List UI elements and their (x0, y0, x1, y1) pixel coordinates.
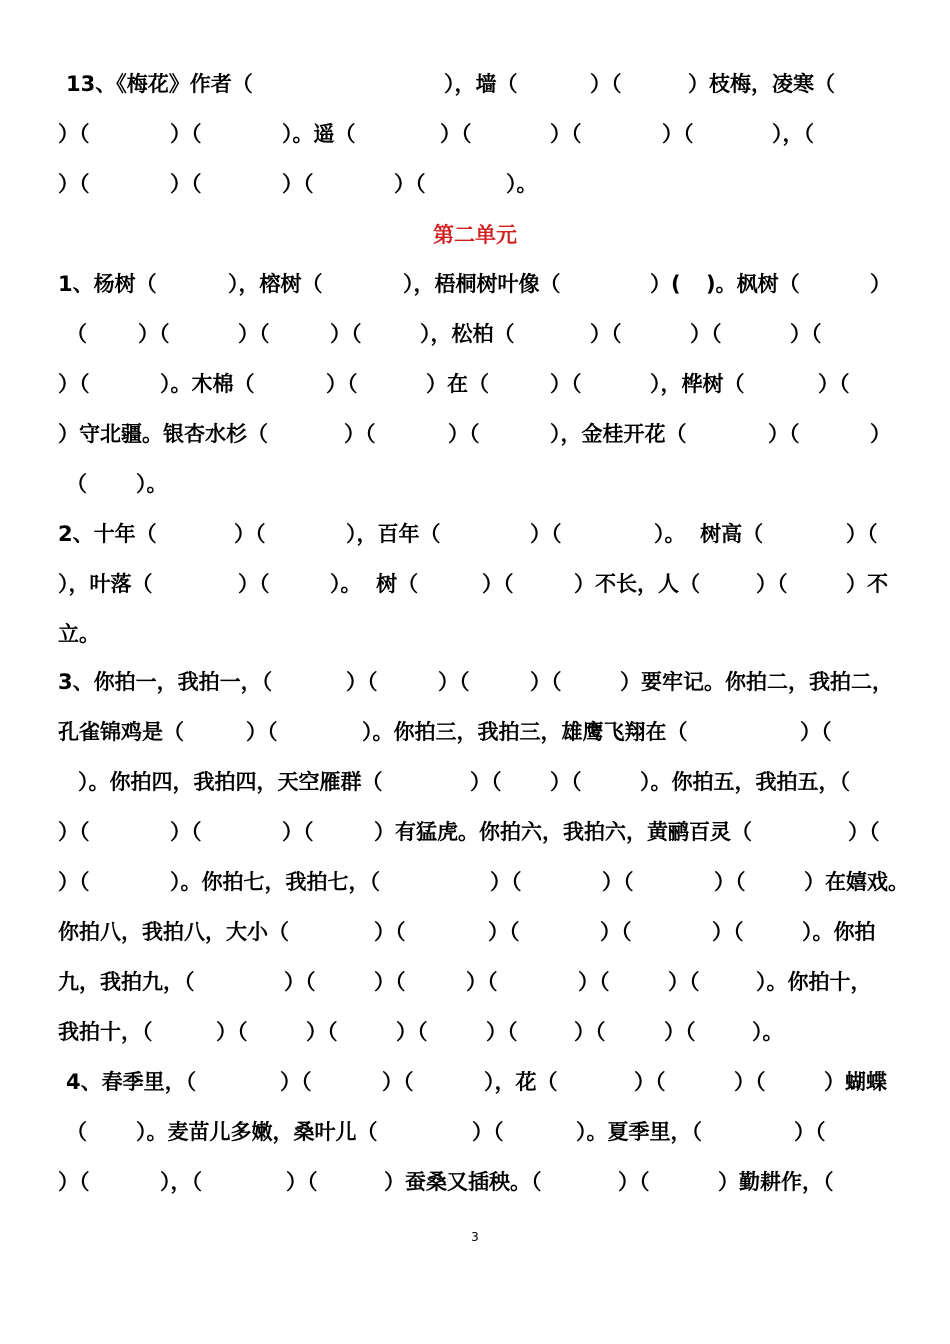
line-text-segment: ）不 (846, 572, 888, 596)
worksheet-line (0, 865, 950, 899)
line-text-segment: ）（ (326, 372, 358, 396)
line-text-segment: ）（ (470, 770, 502, 794)
line-text-segment: ）（ (440, 122, 472, 146)
line-text-segment: ）（ (550, 770, 582, 794)
line-text-segment: ）（ (662, 122, 694, 146)
line-text-segment: ）（ (282, 172, 314, 196)
line-text-segment: ）（ (284, 970, 316, 994)
line-text-segment: ）要牢记。你拍二，我拍二， (620, 670, 893, 694)
line-text-segment: ）有猛虎。你拍六，我拍六，黄鹂百灵（ (374, 820, 752, 844)
line-text-segment: ）。木棉（ (160, 372, 255, 396)
line-text-segment: ），金桂开花（ (550, 422, 687, 446)
line-text-segment: ）（ (58, 870, 90, 894)
line-text-segment: 你拍八，我拍八，大小（ (58, 920, 289, 944)
worksheet-line (0, 915, 950, 949)
line-text-segment: ）（ (216, 1020, 248, 1044)
line-text-segment: ）（ (170, 122, 202, 146)
line-text-segment: ），桦树（ (650, 372, 745, 396)
line-text-segment: （ (66, 472, 87, 496)
line-text-segment: ），（ (160, 1170, 202, 1194)
line-text-segment: ）（ (58, 372, 90, 396)
line-text-segment: ）。你拍三，我拍三，雄鹰飞翔在（ (362, 720, 688, 744)
line-text-segment: ），墙（ (444, 72, 518, 96)
line-text-segment: ）（ (486, 1020, 518, 1044)
worksheet-line (0, 665, 950, 699)
line-text-segment: ）（ (482, 572, 514, 596)
line-text-segment: ）（ (374, 920, 406, 944)
line-text-segment: ）。 (136, 472, 168, 496)
line-text-segment: ）（ (490, 870, 522, 894)
line-text-segment: ）（ (530, 522, 562, 546)
line-text-segment: ）（ (690, 322, 722, 346)
worksheet-line (0, 567, 950, 601)
line-text-segment: ），梧桐树叶像（ (403, 272, 561, 296)
line-text-segment: ）（ (306, 1020, 338, 1044)
line-text-segment: ）不长，人（ (574, 572, 700, 596)
line-text-segment: 孔雀锦鸡是（ (58, 720, 184, 744)
line-text-segment: ）（ (848, 820, 880, 844)
line-text-segment: ）。 (752, 1020, 784, 1044)
line-text-segment: ）（ (382, 1070, 414, 1094)
line-text-segment: ），叶落（ (58, 572, 153, 596)
line-text-segment: ）守北疆。银杏水杉（ (58, 422, 268, 446)
line-text-segment: （ (66, 1120, 87, 1144)
worksheet-line (0, 1065, 950, 1099)
line-text-segment: ）（ (818, 372, 850, 396)
line-text-segment: 2、十年（ (58, 522, 157, 546)
line-text-segment: ）（ (346, 670, 378, 694)
line-text-segment: ）（ (668, 970, 700, 994)
line-text-segment: ）（ (600, 920, 632, 944)
worksheet-line (0, 1115, 950, 1149)
line-text-segment: ）（ (280, 1070, 312, 1094)
line-text-segment: ）（ (286, 1170, 318, 1194)
line-text-segment: 4、春季里，（ (66, 1070, 197, 1094)
line-text-segment: ）（ (448, 422, 480, 446)
line-text-segment: ）（ (712, 920, 744, 944)
line-text-segment: ）。 树高（ (654, 522, 764, 546)
line-text-segment: ）（ (170, 820, 202, 844)
worksheet-line (0, 1165, 950, 1199)
line-text-segment: ）（ (238, 572, 270, 596)
line-text-segment: ）。你拍七，我拍七，（ (170, 870, 380, 894)
line-text-segment: 13、《梅花》作者（ (66, 72, 253, 96)
line-text-segment: ）在嬉戏。 (804, 870, 909, 894)
line-text-segment: ）（ (664, 1020, 696, 1044)
line-text-segment: ）（ (800, 720, 832, 744)
line-text-segment: ），百年（ (346, 522, 441, 546)
line-text-segment: ），榕树（ (228, 272, 323, 296)
line-text-segment: ）（ (238, 322, 270, 346)
line-text-segment: ）（ (396, 1020, 428, 1044)
page-number: 3 (471, 1230, 479, 1244)
line-text-segment: ）（ (472, 1120, 504, 1144)
line-text-segment: ），花（ (484, 1070, 558, 1094)
worksheet-line (0, 167, 950, 201)
line-text-segment: ）。你拍 (802, 920, 876, 944)
worksheet-line (0, 367, 950, 401)
line-text-segment: 3、你拍一，我拍一，（ (58, 670, 273, 694)
line-text-segment: ）（ (790, 322, 822, 346)
line-text-segment: ）。麦苗儿多嫩，桑叶儿（ (136, 1120, 378, 1144)
line-text-segment: ）（ (394, 172, 426, 196)
line-text-segment: ）（ (488, 920, 520, 944)
line-text-segment: ）（ (550, 372, 582, 396)
line-text-segment: ），（ (772, 122, 814, 146)
line-text-segment: ）( (650, 272, 681, 296)
line-text-segment: ）（ (58, 820, 90, 844)
line-text-segment: ）（ (794, 1120, 826, 1144)
worksheet-line (0, 317, 950, 351)
line-text-segment: ）。 树（ (330, 572, 419, 596)
line-text-segment: ）（ (466, 970, 498, 994)
line-text-segment: )。枫树（ (706, 272, 800, 296)
line-text-segment: ）。你拍十， (756, 970, 872, 994)
line-text-segment: ）（ (58, 122, 90, 146)
worksheet-line (0, 1015, 950, 1049)
worksheet-line (0, 467, 950, 501)
line-text-segment: ）（ (846, 522, 878, 546)
line-text-segment: ）蚕桑又插秧。（ (384, 1170, 542, 1194)
line-text-segment: 1、杨树（ (58, 272, 157, 296)
line-text-segment: ）（ (618, 1170, 650, 1194)
line-text-segment: ）（ (58, 172, 90, 196)
line-text-segment: ）（ (602, 870, 634, 894)
worksheet-line (0, 965, 950, 999)
line-text-segment: ）枝梅，凌寒（ (688, 72, 835, 96)
line-text-segment: ）（ (246, 720, 278, 744)
worksheet-line (0, 117, 950, 151)
line-text-segment: ）（ (282, 820, 314, 844)
worksheet-line (0, 267, 950, 301)
line-text-segment: ）（ (138, 322, 170, 346)
line-text-segment: （ (66, 322, 87, 346)
unit-heading: 第二单元 (433, 223, 517, 247)
worksheet-line (0, 517, 950, 551)
line-text-segment: ）（ (574, 1020, 606, 1044)
line-text-segment: ） (870, 422, 891, 446)
line-text-segment: ）（ (550, 122, 582, 146)
line-text-segment: ）（ (634, 1070, 666, 1094)
worksheet-line (0, 715, 950, 749)
line-text-segment: ）。你拍五，我拍五，（ (640, 770, 850, 794)
line-text-segment: ）。你拍四，我拍四，天空雁群（ (78, 770, 383, 794)
line-text-segment: ）。夏季里，（ (576, 1120, 702, 1144)
line-text-segment: ）（ (58, 1170, 90, 1194)
line-text-segment: ）（ (234, 522, 266, 546)
line-text-segment: ）。 (506, 172, 538, 196)
line-text-segment: ）（ (590, 322, 622, 346)
line-text-segment: ）（ (756, 572, 788, 596)
line-text-segment: ）（ (438, 670, 470, 694)
line-text-segment: 立。 (58, 622, 100, 646)
worksheet-line (0, 815, 950, 849)
worksheet-line (0, 617, 950, 651)
worksheet-line (0, 417, 950, 451)
line-text-segment: ）（ (590, 72, 622, 96)
worksheet-line (0, 67, 950, 101)
line-text-segment: ）勤耕作，（ (718, 1170, 834, 1194)
line-text-segment: ）（ (374, 970, 406, 994)
line-text-segment: ）（ (734, 1070, 766, 1094)
line-text-segment: ）（ (330, 322, 362, 346)
line-text-segment: 我拍十，（ (58, 1020, 153, 1044)
line-text-segment: ） (870, 272, 891, 296)
line-text-segment: ）在（ (426, 372, 489, 396)
line-text-segment: ）蝴蝶 (824, 1070, 887, 1094)
line-text-segment: ），松柏（ (420, 322, 515, 346)
line-text-segment: ）（ (344, 422, 376, 446)
line-text-segment: ）（ (530, 670, 562, 694)
line-text-segment: 九，我拍九，（ (58, 970, 195, 994)
line-text-segment: ）（ (170, 172, 202, 196)
line-text-segment: ）（ (714, 870, 746, 894)
line-text-segment: ）（ (578, 970, 610, 994)
line-text-segment: ）。遥（ (282, 122, 356, 146)
line-text-segment: ）（ (768, 422, 800, 446)
worksheet-line (0, 765, 950, 799)
